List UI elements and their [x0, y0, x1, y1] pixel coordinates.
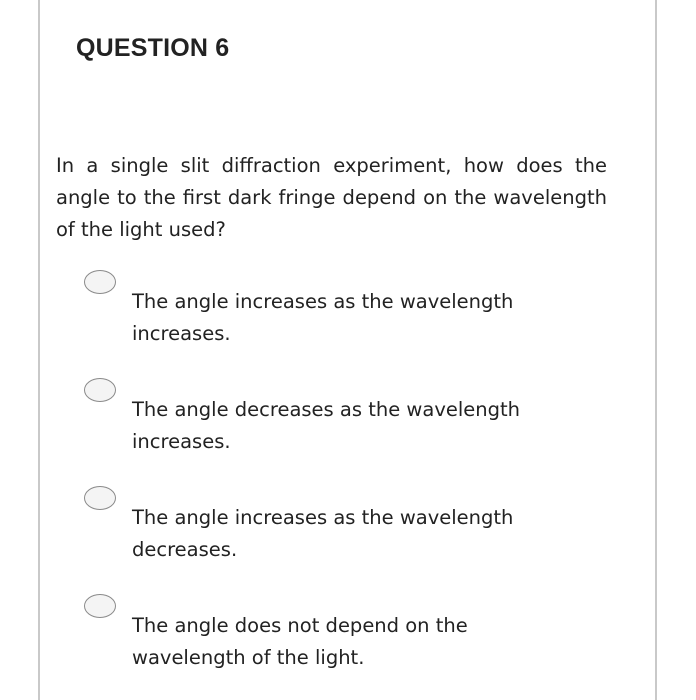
answer-option-label[interactable]: The angle decreases as the wavelength increases.	[132, 398, 521, 453]
question-text: In a single slit diffraction experiment, how does the angle to the first dark fringe depend on the wavelength of the light used?	[56, 154, 607, 241]
answer-option-label[interactable]: The angle increases as the wavelength decreases.	[132, 506, 514, 561]
answer-option-label[interactable]: The angle does not depend on the wavelength of the light.	[132, 614, 468, 669]
answer-option-1[interactable]	[84, 270, 564, 360]
radio-button[interactable]	[84, 378, 116, 402]
answer-option-4[interactable]	[84, 594, 564, 684]
answer-option-label[interactable]: The angle increases as the wavelength increases.	[132, 290, 514, 345]
answer-option-2[interactable]	[84, 378, 564, 468]
question-title: QUESTION 6	[76, 34, 230, 62]
radio-button[interactable]	[84, 270, 116, 294]
radio-button[interactable]	[84, 594, 116, 618]
answer-option-3[interactable]	[84, 486, 564, 576]
radio-button[interactable]	[84, 486, 116, 510]
